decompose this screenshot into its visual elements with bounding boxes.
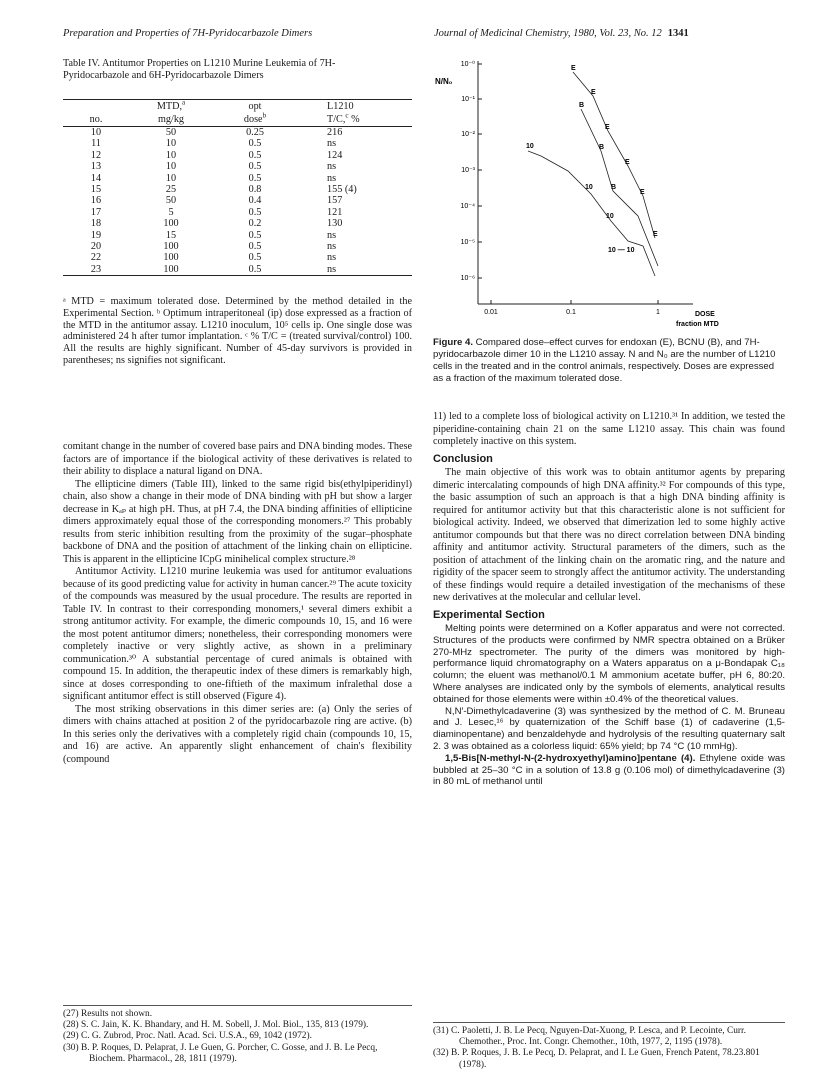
left-column-text (63, 441, 412, 766)
body-paragraph: The ellipticine dimers (Table III), linked to the same rigid bis(ethylpiperidinyl) chain, also show a change in their mode of DNA binding with pH but show a larger decrease in Kₐₚ at high pH. Thus, at pH 7.4, the DNA binding affinities of ellipticine dimers approximately equal those of the corresponding monomers.²⁷ This probably results from steric inhibition resulting from the proximity of the sugar–phosphate backbone of DNA and the position of attachment of the linking chain on ellipticine. This is apparent in the ellipticine ICpG minihelical complex structure.²⁸ (63, 478, 412, 565)
y-tick-label: 10⁻³ (461, 167, 475, 174)
table-cell: 10 (90, 127, 102, 138)
section-heading-conclusion: Conclusion (433, 452, 493, 465)
table-cell: 100 (163, 241, 179, 253)
table-cell: 18 (90, 218, 102, 230)
curve-label-10: 10 — 10 (608, 247, 635, 254)
table-cell: 124 (327, 149, 343, 161)
y-axis-title: N/N₀ (435, 77, 453, 86)
running-header-left: Preparation and Properties of 7H-Pyridocarbazole Dimers (63, 28, 313, 39)
table-cell: 25 (165, 184, 177, 196)
y-tick-label: 10⁻⁵ (460, 239, 475, 246)
x-tick-label: 0.01 (484, 309, 498, 316)
col-header: T/C,$^c$ % (297, 113, 412, 127)
table-row (63, 184, 412, 195)
table-cell: ns (297, 264, 412, 276)
body-paragraph: The main objective of this work was to obtain antitumor agents by preparing dimeric intercalating compounds of high DNA affinity.³² For compounds of this type, the basic assumption of such an approach is that a high DNA binding affinity is required for antitumor activity but that this characteristic alone is not sufficient for biological activity. Indeed, we observed that dimerization led to some highly active antitumor compounds but that there was no direct correlation between DNA binding affinity and antitumor activity. Structural parameters of the dimers, such as the position of attachment of the linking chain on the aromatic ring, and the nature and rigidity of the spacer seem to strongly affect the antitumor activity. The understanding of these findings would require a detailed investigation of the mechanisms of these new derivatives at the molecular and cellular level. (433, 467, 785, 603)
table-cell: 50 (165, 127, 177, 138)
table-cell: 0.5 (248, 206, 262, 218)
table-cell: ns (327, 241, 337, 253)
table-cell: 121 (327, 206, 343, 218)
curve-label-b: B (611, 184, 617, 191)
curve-label-e: E (640, 189, 645, 196)
x-axis-title: DOSE (695, 311, 715, 318)
table-row (63, 173, 412, 184)
table-cell: 0.5 (248, 138, 262, 150)
curve-label-b: B (599, 144, 605, 151)
y-tick-label: 10⁻⁰ (460, 61, 475, 68)
right-column-text (433, 411, 785, 788)
table-cell: 0.5 (248, 241, 262, 253)
y-tick-label: 10⁻⁴ (460, 203, 475, 210)
compound-heading: 1,5-Bis[N-methyl-N-(2-hydroxyethyl)amino]pentane (4). (445, 752, 696, 764)
table-row (63, 195, 412, 206)
table-cell: 5 (168, 206, 174, 218)
table-row (63, 252, 412, 263)
table-cell: ns (327, 252, 337, 264)
figure-4-plot (433, 56, 785, 332)
table-cell: 13 (90, 161, 102, 173)
table-row (63, 161, 412, 172)
table-cell: 11 (91, 138, 101, 150)
journal-citation: Journal of Medicinal Chemistry, 1980, Vol. 23, No. 12 (434, 28, 662, 39)
table-row (63, 150, 412, 161)
figure-caption-text: Compared dose–effect curves for endoxan (E), BCNU (B), and 7H-pyridocarbazole dimer 10 in the L1210 assay. N and N₀ are the number of L1210 cells in the treated and in the control animals, respectively. Doses are expressed as a fraction of the maximum tolerated dose. (433, 337, 776, 384)
table-cell: 0.5 (248, 252, 262, 264)
reference: (27) Results not shown. (63, 1009, 153, 1019)
curve-label-10: 10 (606, 213, 614, 220)
reference: (30) B. P. Roques, D. Pelaprat, J. Le Guen, G. Porcher, C. Gosse, and J. B. Le Pecq, Biochem. Pharmacol., 28, 1811 (1979). (63, 1042, 378, 1064)
table-cell: 50 (165, 195, 177, 207)
table-cell: 10 (165, 172, 177, 184)
table-cell: 15 (90, 184, 102, 196)
table-cell: 100 (129, 264, 213, 276)
table-row (63, 138, 412, 149)
curve-label-e: E (591, 89, 596, 96)
table-caption: Table IV. Antitumor Properties on L1210 Murine Leukemia of 7H-Pyridocarbazole and 6H-Pyridocarbazole Dimers (63, 58, 336, 82)
x-axis-subtitle: fraction MTD (676, 321, 719, 328)
figure-caption-label: Figure 4. (433, 337, 473, 348)
section-heading-experimental: Experimental Section (433, 608, 545, 621)
references-left (63, 1005, 412, 1065)
table-cell: 0.5 (248, 172, 262, 184)
col-header: dose$^b$ (213, 113, 297, 127)
y-tick-label: 10⁻⁶ (460, 275, 475, 282)
table-cell: 15 (165, 229, 177, 241)
col-header: mg/kg (129, 113, 213, 127)
table-row (63, 241, 412, 252)
reference: (29) C. G. Zubrod, Proc. Natl. Acad. Sci. U.S.A., 69, 1042 (1972). (63, 1031, 312, 1042)
table-cell: 130 (327, 218, 343, 230)
curve-label-b: B (579, 102, 585, 109)
experimental-paragraph: N,N′-Dimethylcadaverine (3) was synthesized by the method of C. M. Bruneau and J. Lesec,¹⁶ by quaternization of the Schiff base (1) of cadaverine (1,5-diaminopentane) and benzaldehyde and hydrolysis of the resulting quaternary salt 2. 3 was obtained as a colorless liquid: 65% yield; bp 74 °C (10 mmHg). (433, 705, 785, 752)
experimental-paragraph: Melting points were determined on a Kofler apparatus and were not corrected. Structures of the products were confirmed by NMR spectra obtained on a Brüker 270-MHz spectrometer. The purity of the dimers was monitored by high-performance liquid chromatography on a Waters apparatus on a μ-Bondapak C₁₈ column; the eluent was methanol/0.1 M ammonium acetate buffer, pH 6, 80:20. Where analyses are indicated only by the symbols of elements, analytical results obtained for those elements were within ±0.4% of the theoretical values. (433, 623, 785, 705)
curve-label-10: 10 (526, 143, 534, 150)
compound-text: Ethylene oxide was bubbled at 25–30 °C in a solution of 13.8 g (0.106 mol) of dimethylcadaverine (3) in 80 mL of methanol until (433, 752, 786, 788)
curve-label-e: E (605, 124, 610, 131)
table-cell: ns (327, 172, 337, 184)
curve-label-e: E (571, 65, 576, 72)
table-cell: 0.8 (248, 184, 262, 196)
table-cell: ns (327, 229, 337, 241)
table-row (63, 218, 412, 229)
table-cell: 20 (90, 241, 102, 253)
table-cell: 10 (165, 161, 177, 173)
body-paragraph: comitant change in the number of covered base pairs and DNA binding modes. These factors are of importance if the biological activity of these derivatives is related to their ability to displace a natural ligand on DNA. (63, 441, 412, 477)
body-paragraph: 11) led to a complete loss of biological activity on L1210.³¹ In addition, we tested the piperidine-containing chain 21 on the same L1210 assay. This chain was found completely inactive on this system. (433, 411, 785, 447)
table-cell: ns (327, 161, 337, 173)
table-footnote: ᵃ MTD = maximum tolerated dose. Determined by the method detailed in the Experimental Section. ᵇ Optimum intraperitoneal (ip) dose expressed as a fraction of the MTD in the antitumor assay. L1210 inoculum, 10⁵ cells ip. One single dose was administered 24 h after tumor implantation. ᶜ % T/C = (treated survival/control) 100. All the results are highly significant. Number of 45-day survivors is provided in parentheses; ns signifies not significant. (63, 296, 412, 366)
table-cell: 19 (90, 229, 102, 241)
table-row (63, 207, 412, 218)
col-header: L1210 (297, 100, 412, 114)
table-cell: 22 (90, 252, 102, 264)
col-header-no: no. (63, 113, 129, 127)
table-cell: 23 (63, 264, 129, 276)
curve-label-e: E (625, 159, 630, 166)
table-cell: 0.25 (246, 127, 264, 138)
table-cell: 0.4 (248, 195, 262, 207)
table-cell: 16 (90, 195, 102, 207)
table-cell: 0.5 (248, 229, 262, 241)
table-cell: 10 (165, 149, 177, 161)
table-cell: 12 (90, 149, 102, 161)
table-row (63, 127, 412, 139)
y-tick-label: 10⁻¹ (461, 96, 475, 103)
table-cell: 100 (163, 252, 179, 264)
col-header: MTD,$^a$ (129, 100, 213, 114)
table-cell: 10 (165, 138, 177, 150)
col-header (63, 100, 129, 114)
x-tick-label: 0.1 (566, 309, 576, 316)
table-cell: 0.5 (213, 264, 297, 276)
table-cell: 216 (327, 127, 343, 138)
body-paragraph: Antitumor Activity. L1210 murine leukemia was used for antitumor evaluations because of its good predicting value for activity in human cancer.²⁹ The acute toxicity of the compounds was measured by the usual procedure. The results are reported in Table IV. In contrast to their corresponding monomers,¹ several dimers exhibit a strong antitumor activity. For example, the dimeric compounds 10, 15, and 16 were the most potent antitumor dimers; nonetheless, their corresponding monomers were completely inactive or very slightly active, as shown in a preliminary communication.³⁰ A substantial percentage of cured animals is obtained with compound 15. In addition, the therapeutic index of these dimers is remarkably high, since at doses corresponding to one-fiftieth of the maximum infralethal dose a significant antitumor effect is still observed (Figure 4). (63, 566, 412, 702)
col-header: opt (213, 100, 297, 114)
table-row (63, 264, 412, 276)
x-tick-label: 1 (656, 309, 660, 316)
curve-label-e: E (653, 231, 658, 238)
table-cell: 0.5 (248, 161, 262, 173)
table-cell: 100 (163, 218, 179, 230)
table-cell: 14 (90, 172, 102, 184)
table-cell: 17 (90, 206, 102, 218)
reference: (32) B. P. Roques, J. B. Le Pecq, D. Pelaprat, and I. Le Guen, French Patent, 78.23.801 (1978). (433, 1048, 760, 1070)
table-iv (63, 99, 412, 276)
table-cell: 157 (327, 195, 343, 207)
body-paragraph: The most striking observations in this dimer series are: (a) Only the series of dimers with chains attached at position 2 of the pyridocarbazole ring are active. (b) In this series only the derivatives with a completely rigid chain (compounds 10, 15, and 16) are active. An apparently slight enhancement of chain's flexibility (compound (63, 703, 412, 765)
table-row (63, 230, 412, 241)
experimental-paragraph (433, 753, 785, 788)
table-cell: 0.5 (248, 149, 262, 161)
curve-label-10: 10 (585, 184, 593, 191)
running-header-right (434, 28, 689, 39)
page-number: 1341 (667, 28, 689, 39)
references-right (433, 1022, 785, 1071)
figure-caption (433, 337, 785, 385)
endoxan-curve (573, 72, 655, 238)
reference: (31) C. Paoletti, J. B. Le Pecq, Nguyen-Dat-Xuong, P. Lesca, and P. Lecointe, Curr. Chemother., Proc. Int. Congr. Chemother., 10th, 1977, 2, 1195 (1978). (433, 1026, 746, 1048)
y-tick-label: 10⁻² (461, 131, 475, 138)
table-cell: ns (327, 138, 337, 150)
table-cell: 0.2 (248, 218, 262, 230)
reference: (28) S. C. Jain, K. K. Bhandary, and H. M. Sobell, J. Mol. Biol., 135, 813 (1979). (63, 1020, 369, 1031)
table-cell: 155 (4) (327, 184, 357, 196)
